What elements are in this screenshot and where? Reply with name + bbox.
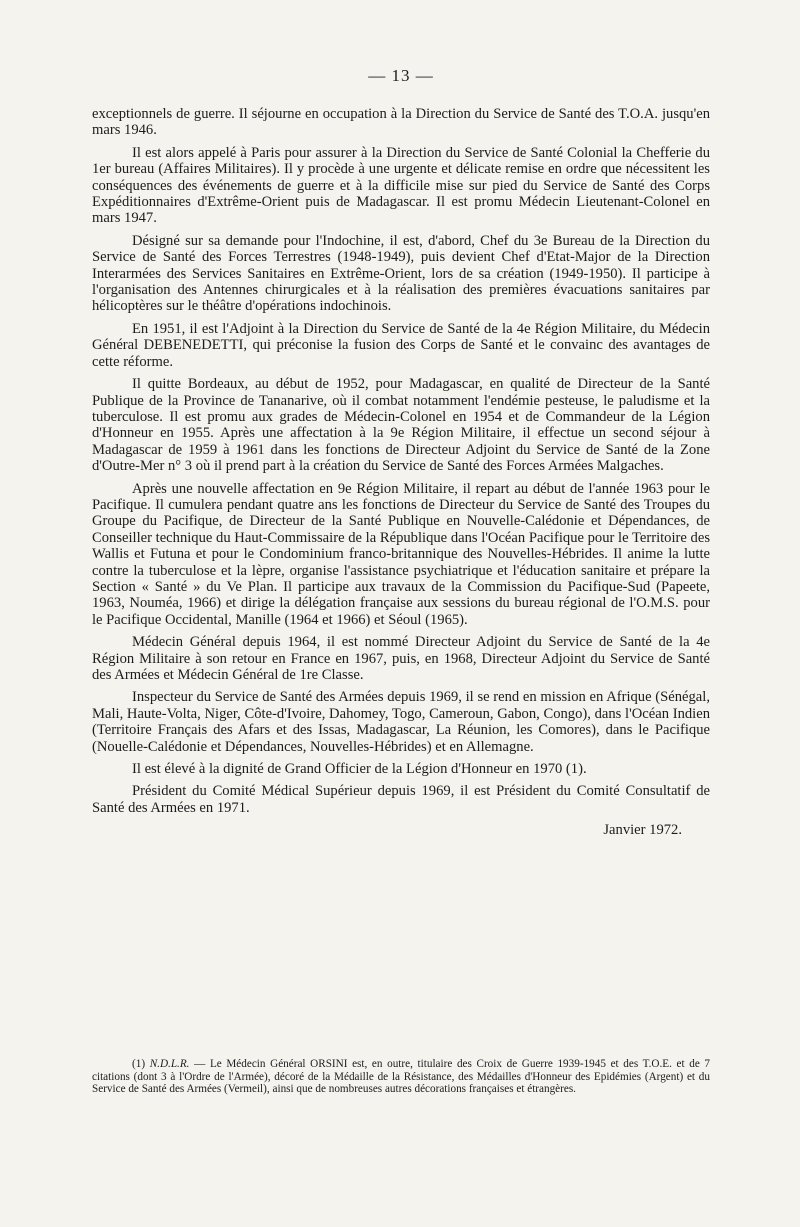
paragraph-3: Désigné sur sa demande pour l'Indochine, il est, d'abord, Chef du 3e Bureau de la Direction du Service de Santé des Forces Terrestres (1948-1949), puis devient Chef d'Etat-Major de la Direction Interarmées des Services Sanitaires en Extrême-Orient, lors de sa création (1949-1950). Il participe à l'organisation des Antennes chirurgicales et à la réalisation des premières évacuations sanitaires par hélicoptères sur le théâtre d'opérations indochinois.: [92, 232, 710, 315]
footnote: [92, 1058, 710, 1096]
footnote-text: — Le Médecin Général ORSINI est, en outre, titulaire des Croix de Guerre 1939-1945 et des T.O.E. et de 7 citations (dont 3 à l'Ordre de l'Armée), décoré de la Médaille de la Résistance, des Médailles d'Honneur des Epidémies (Argent) et du Service de Santé des Armées (Vermeil), ainsi que de nombreuses autres décorations françaises et étrangères.: [92, 1058, 711, 1096]
paragraph-6: Après une nouvelle affectation en 9e Région Militaire, il repart au début de l'année 1963 pour le Pacifique. Il cumulera pendant quatre ans les fonctions de Directeur du Service de Santé des Troupes du Groupe du Pacifique, de Directeur de la Santé Publique en Nouvelle-Calédonie et Dépendances, de Conseiller technique du Haut-Commissaire de la République dans l'Océan Pacifique pour le Territoire des Wallis et Futuna et pour le Condominium franco-britannique des Nouvelles-Hébrides. Il anime la lutte contre la tuberculose et la lèpre, organise l'assistance psychiatrique et l'éducation sanitaire et prépare la Section « Santé » du Ve Plan. Il participe aux travaux de la Commission du Pacifique-Sud (Papeete, 1963, Nouméa, 1966) et dirige la délégation française aux sessions du bureau régional de l'O.M.S. pour le Pacifique Occidental, Manille (1964 et 1966) et Séoul (1965).: [92, 480, 710, 628]
signoff-date: Janvier 1972.: [603, 822, 682, 839]
footnote-marker: (1): [132, 1058, 146, 1070]
paragraph-4: En 1951, il est l'Adjoint à la Direction du Service de Santé de la 4e Région Militaire, du Médecin Général DEBENEDETTI, qui préconise la fusion des Corps de Santé et le convainc des avantages de cette réforme.: [92, 320, 710, 370]
paragraph-2: Il est alors appelé à Paris pour assurer à la Direction du Service de Santé Colonial la Chefferie du 1er bureau (Affaires Militaires). Il y procède à une urgente et délicate remise en ordre que nécessitent les conséquences des événements de guerre et à la difficile mise sur pied du Service de Santé des Corps Expéditionnaires d'Extrême-Orient puis de Madagascar. Il est promu Médecin Lieutenant-Colonel en mars 1947.: [92, 144, 710, 227]
paragraph-10: Président du Comité Médical Supérieur depuis 1969, il est Président du Comité Consultatif de Santé des Armées en 1971.: [92, 783, 710, 816]
paragraph-1: exceptionnels de guerre. Il séjourne en occupation à la Direction du Service de Santé des T.O.A. jusqu'en mars 1946.: [92, 106, 710, 139]
page-number: — 13 —: [368, 66, 434, 85]
footnote-abbr: N.D.L.R.: [149, 1058, 190, 1070]
paragraph-5: Il quitte Bordeaux, au début de 1952, pour Madagascar, en qualité de Directeur de la Santé Publique de la Province de Tananarive, où il combat notamment l'endémie pesteuse, le paludisme et la tuberculose. Il est promu aux grades de Médecin-Colonel en 1954 et de Commandeur de la Légion d'Honneur en 1955. Après une affectation à la 9e Région Militaire, il effectue un second séjour à Madagascar de 1959 à 1961 dans les fonctions de Directeur Adjoint du Service de Santé de la Zone d'Outre-Mer n° 3 où il prend part à la création du Service de Santé des Forces Armées Malgaches.: [92, 376, 710, 475]
paragraph-7: Médecin Général depuis 1964, il est nommé Directeur Adjoint du Service de Santé de la 4e Région Militaire à son retour en France en 1967, puis, en 1968, Directeur Adjoint du Service de Santé des Armées et Médecin Général de 1re Classe.: [92, 634, 710, 683]
paragraph-8: Inspecteur du Service de Santé des Armées depuis 1969, il se rend en mission en Afrique (Sénégal, Mali, Haute-Volta, Niger, Côte-d'Ivoire, Dahomey, Togo, Cameroun, Gabon, Congo), dans l'Océan Indien (Territoire Français des Afars et des Issas, Madagascar, La Réunion, les Comores), dans le Pacifique (Nouelle-Calédonie et Dépendances, Nouvelles-Hébrides) et en Allemagne.: [92, 689, 710, 755]
document-page: [92, 66, 710, 839]
paragraph-9: Il est élevé à la dignité de Grand Officier de la Légion d'Honneur en 1970 (1).: [132, 761, 587, 778]
